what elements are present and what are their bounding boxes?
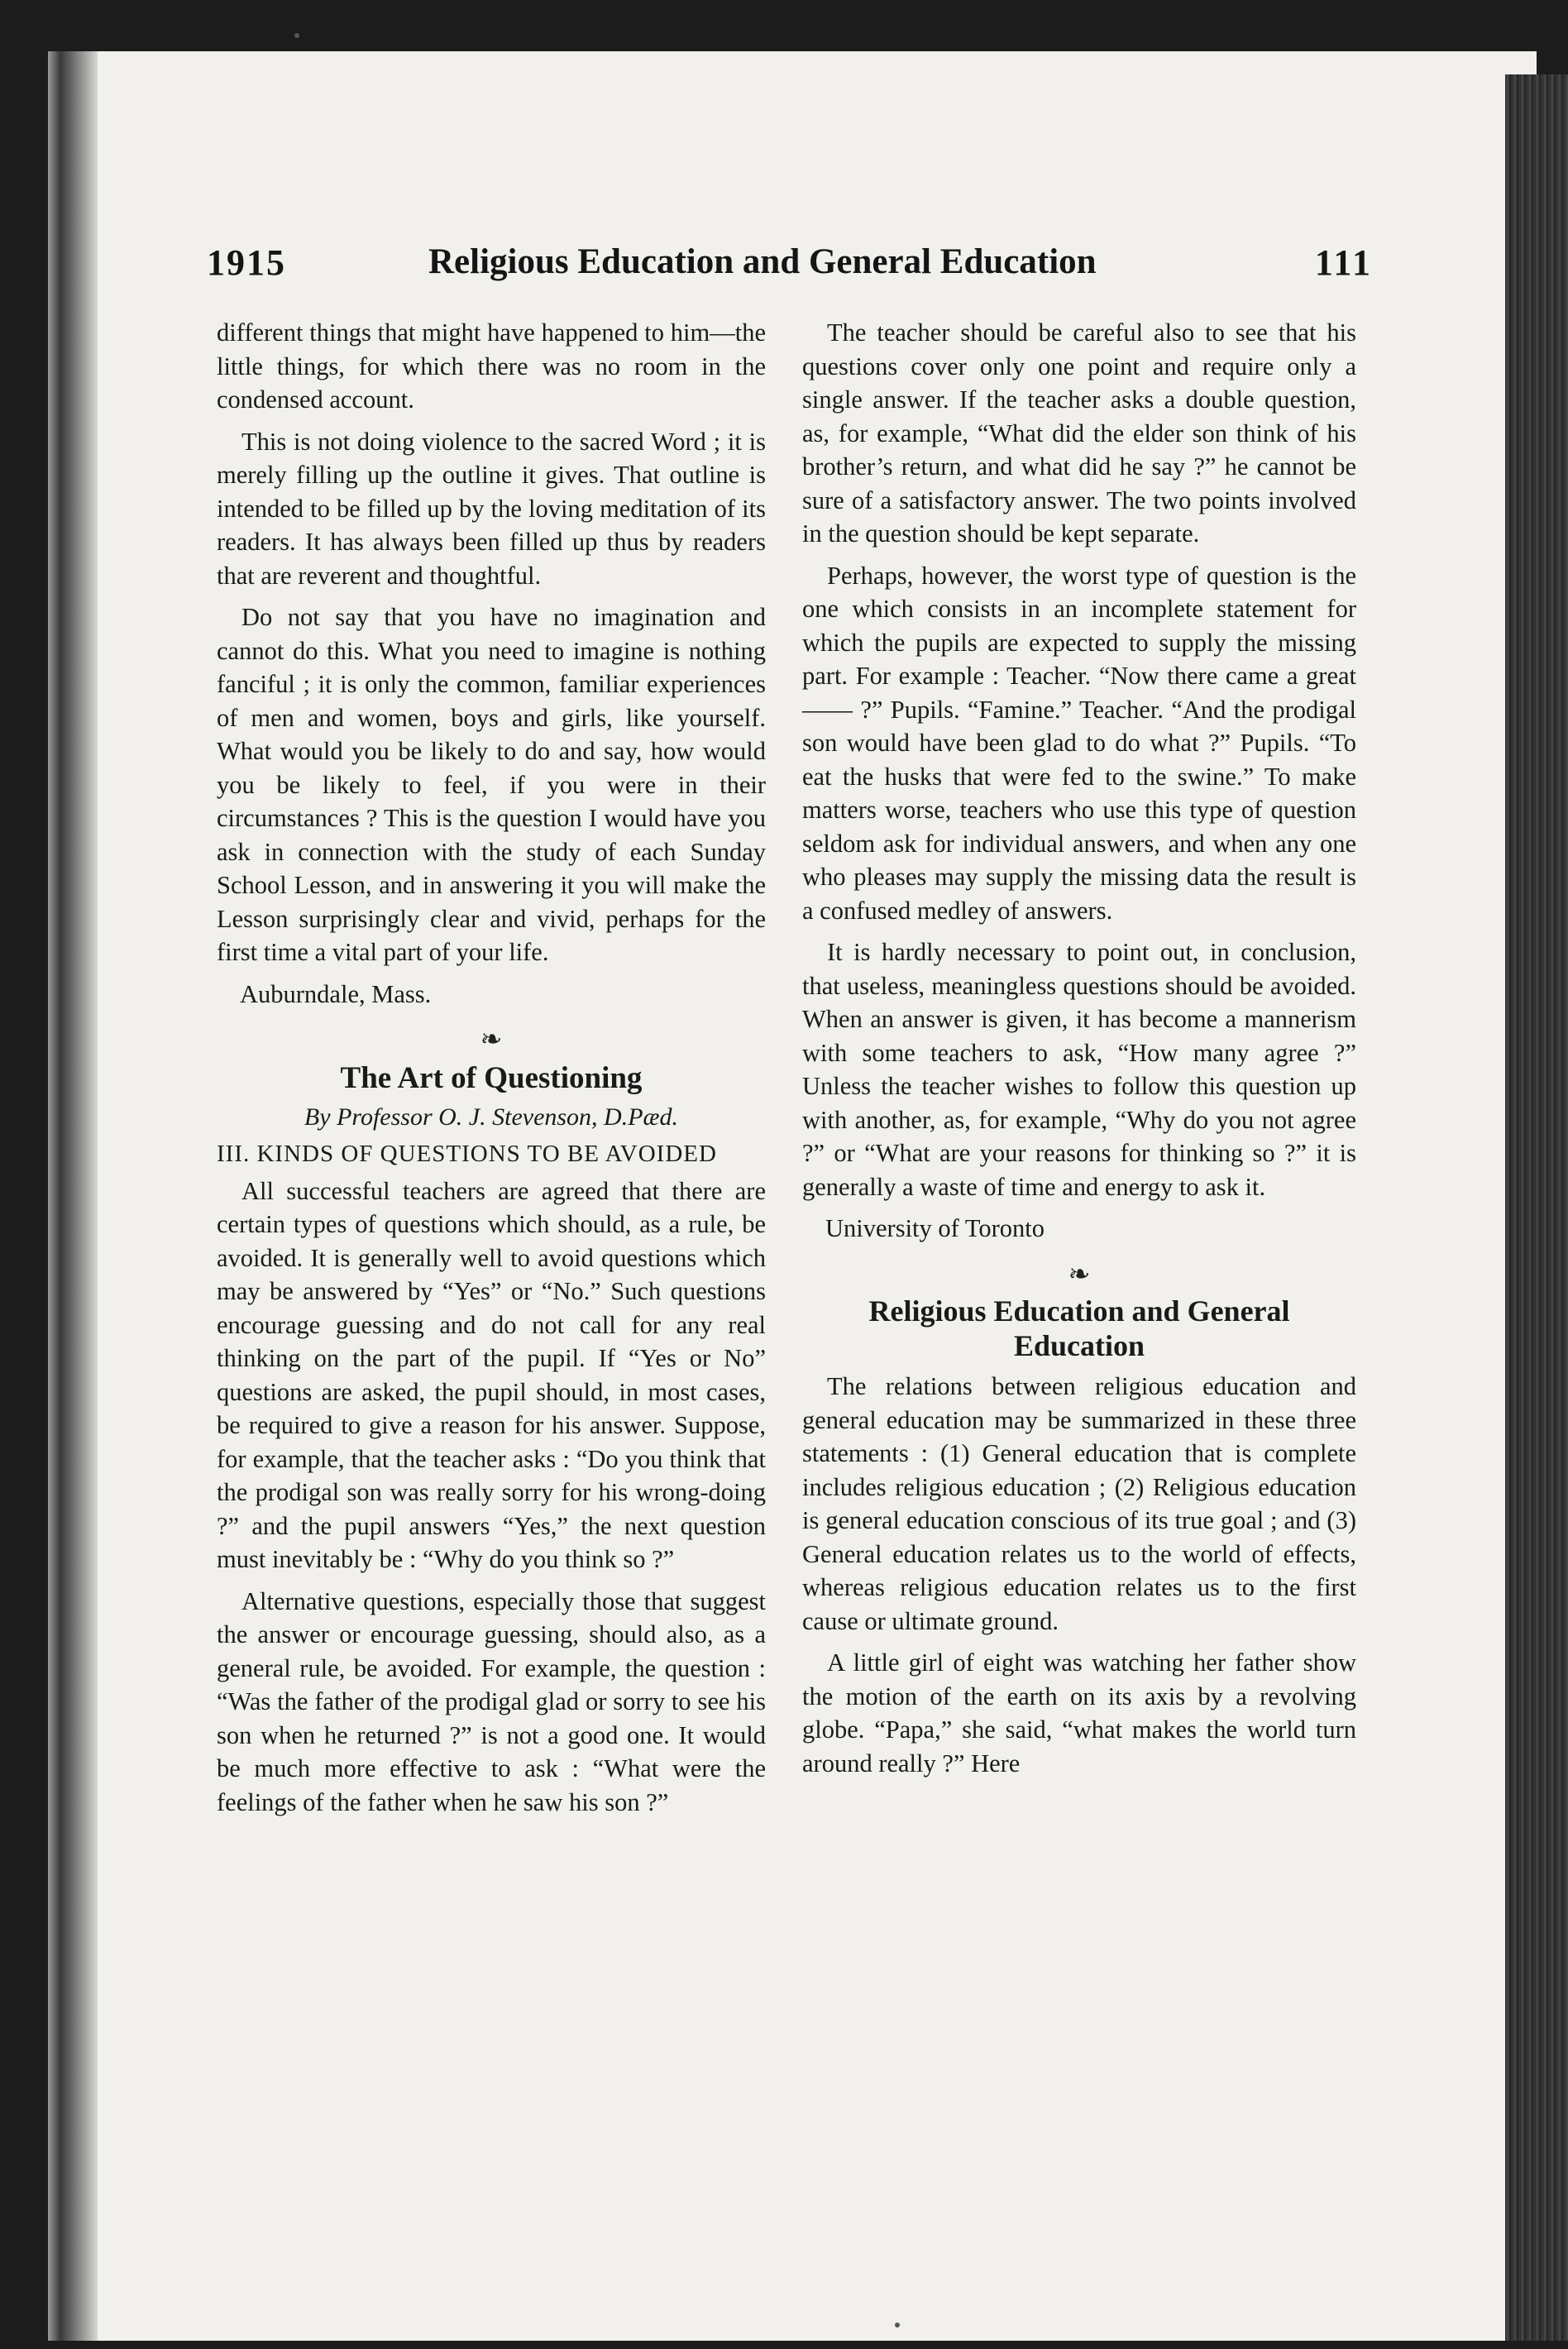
left-column <box>217 316 766 1827</box>
page-number: 111 <box>1314 242 1373 283</box>
paragraph: Do not say that you have no imagination and cannot do this. What you need to imagine is nothing fanciful ; it is only the common, familiar experiences of men and women, boys and girls, like yourself. What would you be likely to do and say, how would you be likely to feel, if you were in their circumstances ? This is the question I would have you ask in connection with the study of each Sunday School Lesson, and in answering it you will make the Lesson surprisingly clear and vivid, perhaps for the first time a vital part of your life. <box>217 603 766 966</box>
article-title <box>802 1294 1356 1363</box>
paragraph: Alternative questions, especially those that suggest the answer or encourage guessing, should also, as a general rule, be avoided. For example, the question : “Was the father of the prodigal glad or sorry to see his son when he returned ?” is not a good one. It would be much more effective to ask : “What were the feelings of the father when he saw his son ?” <box>217 1586 766 1816</box>
leaf-ornament-icon: ❧ <box>1068 1258 1091 1289</box>
right-column <box>802 316 1356 1788</box>
paragraph: This is not doing violence to the sacred Word ; it is merely filling up the outline it gives. That outline is intended to be filled up by the loving meditation of its readers. It has always been filled up thus by readers that are reverent and thoughtful. <box>217 427 766 590</box>
signature: University of Toronto <box>825 1214 1045 1242</box>
paragraph: A little girl of eight was watching her father show the motion of the earth on its axis by a revolving globe. “Papa,” she said, “what makes the world turn around really ?” Here <box>802 1648 1356 1777</box>
article-title: The Art of Questioning <box>340 1060 643 1095</box>
dust-speck <box>895 2323 900 2327</box>
running-header <box>207 242 1373 291</box>
paragraph: It is hardly necessary to point out, in conclusion, that useless, meaningless questions should be avoided. When an answer is given, it has become a mannerism with some teachers to ask, “How many agree ?” Unless the teacher wishes to follow this question up with another, as, for example, “Why do you not agree ?” or “What are your reasons for thinking so ?” it is generally a waste of time and energy to ask it. <box>802 938 1356 1201</box>
paragraph: The relations between religious education and general education may be summarized in these three statements : (1) General education that is complete includes religious education ; (2) Religious education is general education conscious of its true goal ; and (3) General education relates us to the world of effects, whereas religious education relates us to the first cause or ultimate ground. <box>802 1372 1356 1635</box>
paragraph: All successful teachers are agreed that there are certain types of questions which should, as a rule, be avoided. It is generally well to avoid questions which may be answered by “Yes” or “No.” Such questions encourage guessing and do not call for any real thinking on the part of the pupil. If “Yes or No” questions are asked, the pupil should, in most cases, be required to give a reason for his answer. Suppose, for example, that the teacher asks : “Do you think that the prodigal son was really sorry for his wrong-doing ?” and the pupil answers “Yes,” the next question must inevitably be : “Why do you think so ?” <box>217 1176 766 1573</box>
article-byline: By Professor O. J. Stevenson, D.Pæd. <box>304 1103 679 1131</box>
paragraph: different things that might have happened to him—the little things, for which there was no room in the condensed account. <box>217 318 766 414</box>
leaf-ornament-icon: ❧ <box>480 1024 503 1054</box>
book-binding-shadow <box>48 51 98 2341</box>
paragraph: The teacher should be careful also to see that his questions cover only one point and require only a single answer. If the teacher asks a double question, as, for example, “What did the elder son think of his brother’s return, and what did he say ?” he cannot be sure of a satisfactory answer. The two points involved in the question should be kept separate. <box>802 318 1356 548</box>
dust-speck <box>294 33 299 38</box>
paragraph: Perhaps, however, the worst type of question is the one which consists in an incomplete statement for which the pupils are expected to supply the missing part. For example : Teacher. “Now there came a great —— ?” Pupils. “Famine.” Teacher. “And the prodigal son would have been glad to do what ?” Pupils. “To eat the husks that were fed to the swine.” To make matters worse, teachers who use this type of question seldom ask for individual answers, and when any one who pleases may supply the missing data the result is a confused medley of answers. <box>802 561 1356 925</box>
article-title-line: Religious Education and General <box>868 1294 1290 1328</box>
article-title-line: Education <box>1013 1329 1145 1362</box>
signature: Auburndale, Mass. <box>240 979 432 1008</box>
section-heading: III. KINDS OF QUESTIONS TO BE AVOIDED <box>217 1141 717 1167</box>
page-edges <box>1505 74 1568 2341</box>
header-title: Religious Education and General Education <box>428 242 1097 281</box>
header-year: 1915 <box>207 242 286 283</box>
